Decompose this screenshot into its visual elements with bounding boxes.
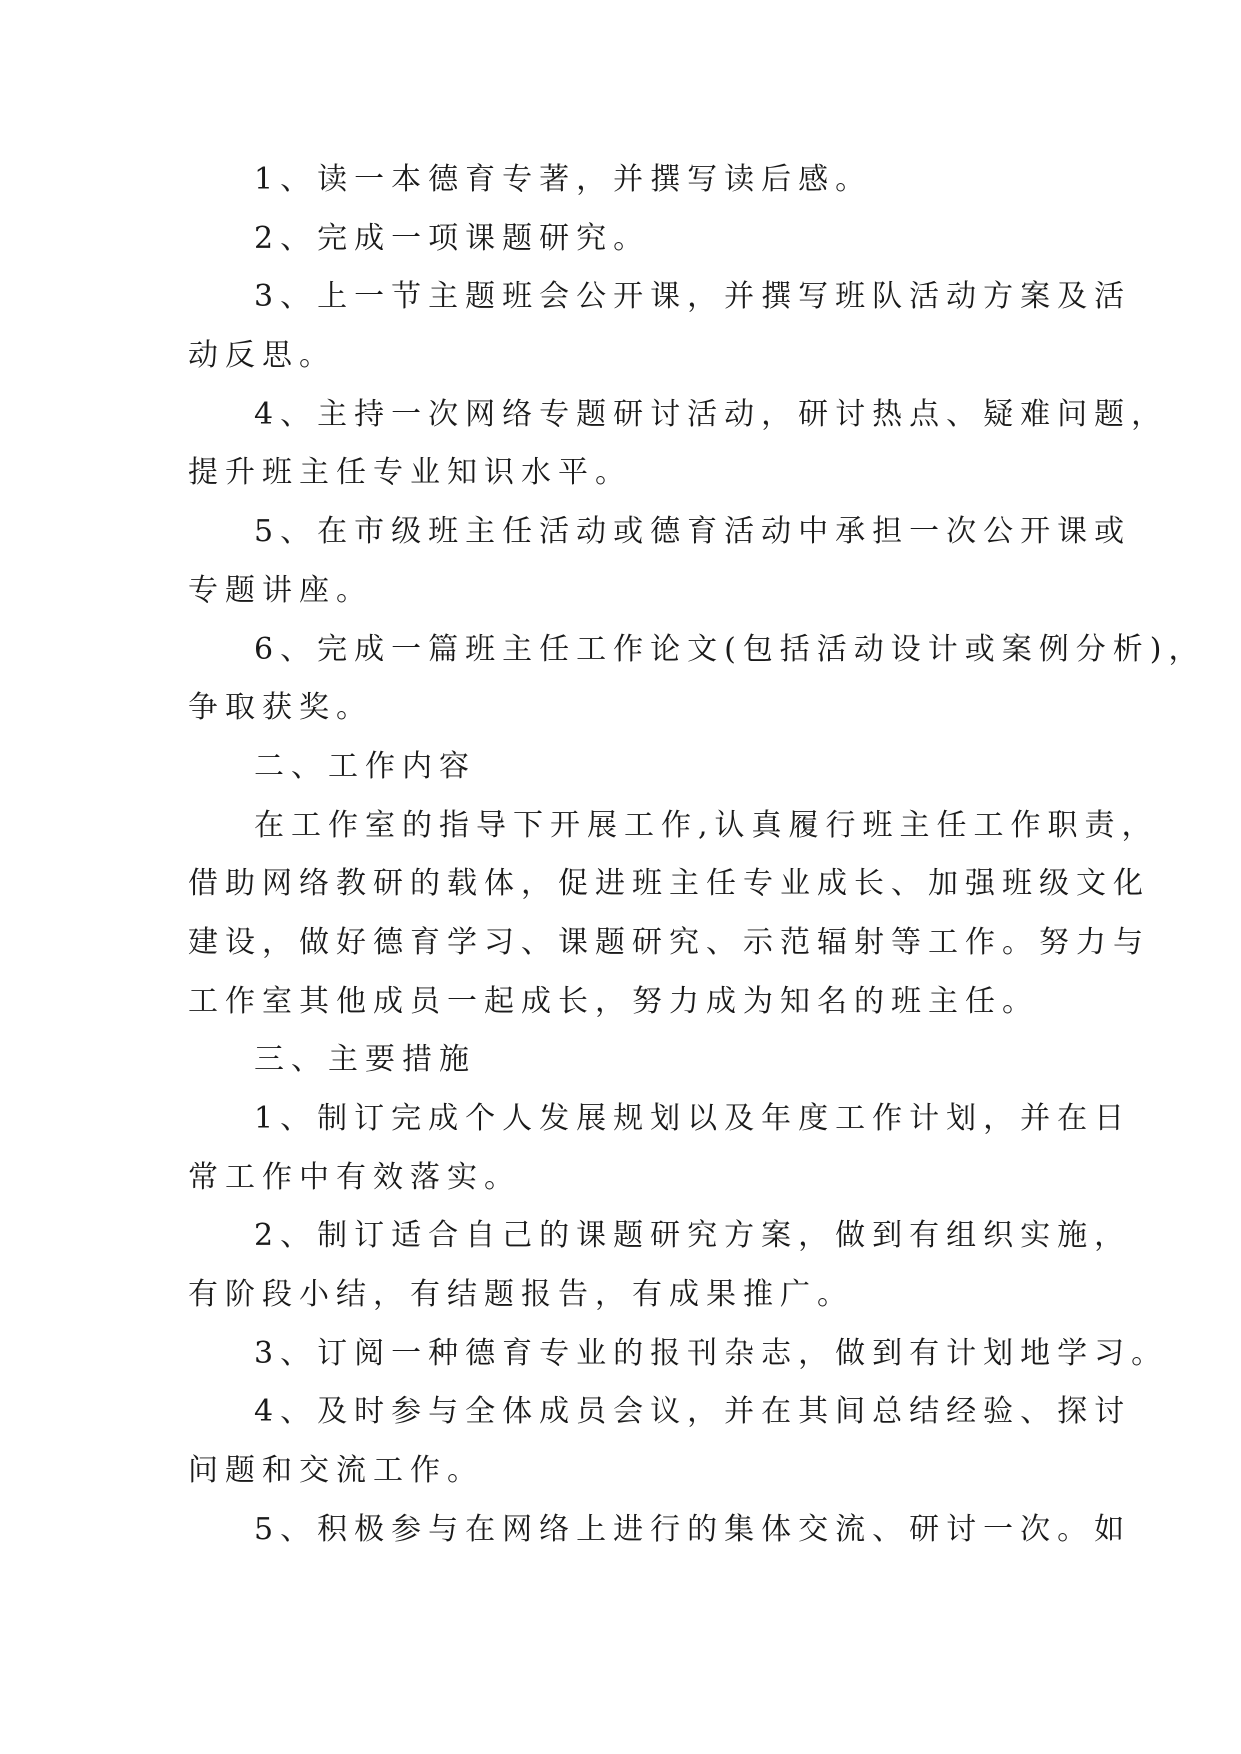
paragraph-11-line-2: 有阶段小结，有结题报告，有成果推广。 [188, 1277, 854, 1313]
paragraph-6-line-2: 争取获奖。 [188, 690, 373, 726]
paragraph-12-line-1: 3、订阅一种德育专业的报刊杂志，做到有计划地学习。 [254, 1335, 1169, 1371]
paragraph-10-line-1: 1、制订完成个人发展规划以及年度工作计划，并在日 [254, 1101, 1132, 1136]
document-body [0, 151, 1241, 1560]
paragraph-8-line-1: 在工作室的指导下开展工作,认真履行班主任工作职责， [254, 807, 1159, 843]
section-heading-work-content: 二、工作内容 [254, 748, 476, 784]
paragraph-5-line-2: 专题讲座。 [188, 572, 373, 608]
section-heading-main-measures: 三、主要措施 [254, 1042, 476, 1078]
paragraph-11-line-1: 2、制订适合自己的课题研究方案，做到有组织实施， [254, 1218, 1132, 1254]
paragraph-4-line-2: 提升班主任专业知识水平。 [188, 455, 632, 491]
paragraph-1-line-1: 1、读一本德育专著，并撰写读后感。 [254, 162, 873, 197]
paragraph-10-line-2: 常工作中有效落实。 [188, 1159, 521, 1195]
paragraph-8-line-3: 建设，做好德育学习、课题研究、示范辐射等工作。努力与 [188, 924, 1150, 960]
paragraph-8-line-2: 借助网络教研的载体，促进班主任专业成长、加强班级文化 [188, 866, 1150, 902]
paragraph-13-line-2: 问题和交流工作。 [188, 1453, 484, 1489]
paragraph-14-line-1: 5、积极参与在网络上进行的集体交流、研讨一次。如 [254, 1511, 1132, 1547]
paragraph-3-line-1: 3、上一节主题班会公开课，并撰写班队活动方案及活 [254, 279, 1132, 315]
paragraph-6-line-1: 6、完成一篇班主任工作论文(包括活动设计或案例分析)， [254, 631, 1206, 667]
paragraph-4-line-1: 4、主持一次网络专题研讨活动，研讨热点、疑难问题， [254, 396, 1169, 432]
paragraph-2-line-1: 2、完成一项课题研究。 [254, 220, 651, 256]
paragraph-3-line-2: 动反思。 [188, 338, 336, 374]
paragraph-13-line-1: 4、及时参与全体成员会议，并在其间总结经验、探讨 [254, 1394, 1132, 1430]
paragraph-5-line-1: 5、在市级班主任活动或德育活动中承担一次公开课或 [254, 514, 1132, 550]
paragraph-8-line-4: 工作室其他成员一起成长，努力成为知名的班主任。 [188, 983, 1039, 1019]
